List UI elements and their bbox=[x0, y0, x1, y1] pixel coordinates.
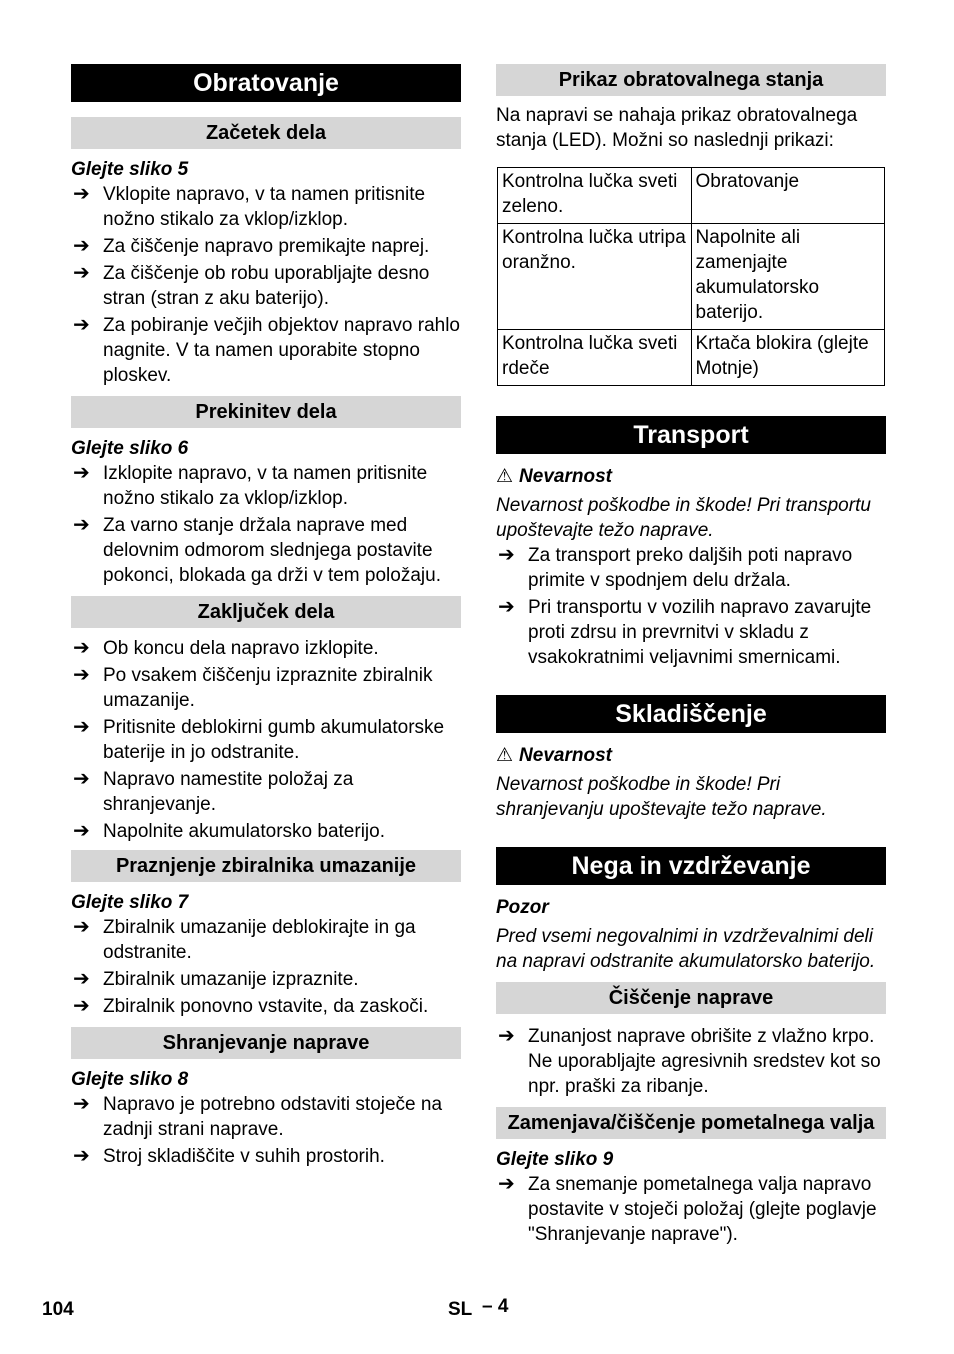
arrow-right-icon: ➔ bbox=[73, 820, 90, 842]
heading-zamenjava-valja: Zamenjava/čiščenje pometalnega valja bbox=[496, 1107, 886, 1139]
list-item: ➔ Napravo je potrebno odstaviti stoječe na zadnji strani naprave. bbox=[73, 1093, 443, 1140]
list-item: ➔ Za čiščenje ob robu uporabljajte desno stran (stran z aku baterijo). bbox=[73, 262, 430, 309]
list-item: ➔ Za snemanje pometalnega valja napravo postavite v stoječi položaj (glejte poglavje "Shranjevanje naprave"). bbox=[498, 1173, 877, 1245]
list-item: ➔ Stroj skladiščite v suhih prostorih. bbox=[73, 1145, 385, 1167]
list-item: ➔ Za pobiranje večjih objektov napravo rahlo nagnite. V ta namen uporabite stopno ploskev. bbox=[73, 314, 460, 386]
right-column bbox=[496, 64, 886, 1249]
list-item: ➔ Zbiralnik umazanije deblokirajte in ga odstranite. bbox=[73, 916, 416, 963]
warning-triangle-icon: ⚠ bbox=[496, 466, 514, 487]
arrow-right-icon: ➔ bbox=[73, 314, 90, 336]
heading-shranjevanje-naprave: Shranjevanje naprave bbox=[71, 1027, 461, 1059]
table-cell: Napolnite ali zamenjajte akumulatorsko baterijo. bbox=[691, 224, 885, 330]
warning-label: ⚠ Nevarnost bbox=[496, 745, 612, 766]
list-item: ➔ Izklopite napravo, v ta namen pritisnite nožno stikalo za vklop/izklop. bbox=[73, 462, 428, 509]
heading-obratovanje: Obratovanje bbox=[71, 64, 461, 102]
table-row bbox=[498, 168, 885, 224]
list-item: ➔ Za varno stanje držala naprave med delovnim odmorom slednjega postavite pokonci, blokada ga drži v tem položaju. bbox=[73, 514, 441, 586]
figure-reference: Glejte sliko 9 bbox=[496, 1149, 614, 1170]
arrow-right-icon: ➔ bbox=[73, 262, 90, 284]
heading-ciscenje-naprave: Čiščenje naprave bbox=[496, 982, 886, 1014]
arrow-right-icon: ➔ bbox=[73, 462, 90, 484]
arrow-right-icon: ➔ bbox=[73, 664, 90, 686]
list-item: ➔ Zbiralnik ponovno vstavite, da zaskoči. bbox=[73, 995, 429, 1017]
arrow-right-icon: ➔ bbox=[73, 995, 90, 1017]
language-code: SL bbox=[448, 1299, 473, 1320]
list-item: ➔ Za čiščenje napravo premikajte naprej. bbox=[73, 235, 430, 257]
left-column bbox=[71, 64, 461, 1171]
table-cell: Krtača blokira (glejte Motnje) bbox=[691, 330, 885, 386]
list-item: ➔ Za transport preko daljših poti napravo primite v spodnjem delu držala. bbox=[498, 544, 853, 591]
list-item: ➔ Zunanjost naprave obrišite z vlažno krpo. Ne uporabljajte agresivnih sredstev kot so npr. praški za ribanje. bbox=[498, 1025, 881, 1097]
arrow-right-icon: ➔ bbox=[73, 514, 90, 536]
arrow-right-icon: ➔ bbox=[73, 968, 90, 990]
heading-zacetek-dela: Začetek dela bbox=[71, 117, 461, 149]
warning-text: Nevarnost poškodbe in škode! Pri shranjevanju upoštevajte težo naprave. bbox=[496, 774, 827, 820]
table-row bbox=[498, 330, 885, 386]
arrow-right-icon: ➔ bbox=[498, 596, 515, 618]
table-row bbox=[498, 224, 885, 330]
bullet-list bbox=[496, 1024, 886, 1099]
bullet-list bbox=[71, 636, 461, 844]
heading-nega-in-vzdrzevanje: Nega in vzdrževanje bbox=[496, 847, 886, 885]
list-item: ➔ Napravo namestite položaj za shranjevanje. bbox=[73, 768, 354, 815]
arrow-right-icon: ➔ bbox=[73, 1093, 90, 1115]
arrow-right-icon: ➔ bbox=[73, 1145, 90, 1167]
arrow-right-icon: ➔ bbox=[498, 1025, 515, 1047]
bullet-list bbox=[71, 182, 461, 388]
figure-reference: Glejte sliko 6 bbox=[71, 438, 189, 459]
bullet-list bbox=[71, 915, 461, 1019]
list-item: ➔ Ob koncu dela napravo izklopite. bbox=[73, 637, 379, 659]
arrow-right-icon: ➔ bbox=[73, 183, 90, 205]
status-table bbox=[497, 167, 885, 386]
arrow-right-icon: ➔ bbox=[73, 716, 90, 738]
bullet-list bbox=[496, 1172, 886, 1247]
warning-triangle-icon: ⚠ bbox=[496, 745, 514, 766]
bullet-list bbox=[71, 461, 461, 588]
table-cell: Kontrolna lučka sveti rdeče bbox=[498, 330, 692, 386]
intro-text: Na napravi se nahaja prikaz obratovalnega stanja (LED). Možni so naslednji prikazi: bbox=[496, 105, 858, 151]
figure-reference: Glejte sliko 7 bbox=[71, 892, 189, 913]
list-item: ➔ Pri transportu v vozilih napravo zavarujte proti zdrsu in prevrnitvi v skladu z vsakokratnimi veljavnimi smernicami. bbox=[498, 596, 872, 668]
warning-text: Nevarnost poškodbe in škode! Pri transportu upoštevajte težo naprave. bbox=[496, 495, 871, 541]
arrow-right-icon: ➔ bbox=[73, 235, 90, 257]
list-item: ➔ Zbiralnik umazanije izpraznite. bbox=[73, 968, 359, 990]
heading-prekinitev-dela: Prekinitev dela bbox=[71, 396, 461, 428]
heading-skladiscenje: Skladiščenje bbox=[496, 695, 886, 733]
heading-transport: Transport bbox=[496, 416, 886, 454]
table-cell: Kontrolna lučka utripa oranžno. bbox=[498, 224, 692, 330]
figure-reference: Glejte sliko 5 bbox=[71, 159, 189, 180]
arrow-right-icon: ➔ bbox=[73, 637, 90, 659]
arrow-right-icon: ➔ bbox=[73, 768, 90, 790]
table-cell: Obratovanje bbox=[691, 168, 885, 224]
table-cell: Kontrolna lučka sveti zeleno. bbox=[498, 168, 692, 224]
caution-label: Pozor bbox=[496, 897, 549, 918]
list-item: ➔ Napolnite akumulatorsko baterijo. bbox=[73, 820, 385, 842]
arrow-right-icon: ➔ bbox=[498, 1173, 515, 1195]
list-item: ➔ Pritisnite deblokirni gumb akumulatorske baterije in jo odstranite. bbox=[73, 716, 445, 763]
arrow-right-icon: ➔ bbox=[498, 544, 515, 566]
page-number: 104 bbox=[42, 1299, 74, 1320]
arrow-right-icon: ➔ bbox=[73, 916, 90, 938]
list-item: ➔ Vklopite napravo, v ta namen pritisnite nožno stikalo za vklop/izklop. bbox=[73, 183, 426, 230]
figure-reference: Glejte sliko 8 bbox=[71, 1069, 189, 1090]
bullet-list bbox=[71, 1092, 461, 1169]
warning-label: ⚠ Nevarnost bbox=[496, 466, 612, 487]
heading-prikaz-obratovalnega-stanja: Prikaz obratovalnega stanja bbox=[496, 64, 886, 96]
list-item: ➔ Po vsakem čiščenju izpraznite zbiralnik umazanije. bbox=[73, 664, 433, 711]
heading-praznjenje-zbiralnika: Praznjenje zbiralnika umazanije bbox=[71, 850, 461, 882]
bullet-list bbox=[496, 543, 886, 670]
caution-text: Pred vsemi negovalnimi in vzdrževalnimi deli na napravi odstranite akumulatorsko baterijo. bbox=[496, 926, 876, 972]
heading-zakljucek-dela: Zaključek dela bbox=[71, 596, 461, 628]
sub-page-number: – 4 bbox=[482, 1296, 509, 1317]
